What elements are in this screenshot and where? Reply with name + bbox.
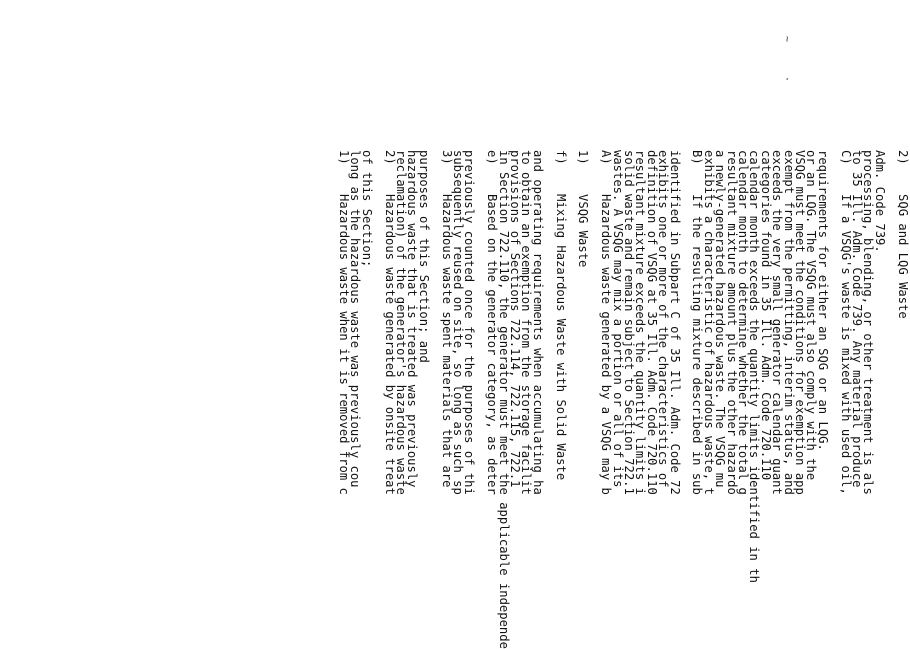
text-line: 3) Hazardous waste spent materials that are [439, 150, 454, 488]
text-line: VSQG must meet the conditions for exemption app [793, 150, 807, 495]
edge-mark: ~ [781, 36, 792, 43]
text-line: reclamation) of the generator's hazardous waste [394, 150, 408, 495]
text-line: requirements for either an SQG or an LQG. [815, 150, 830, 451]
text-line: to obtain an exemption from the storage facilit [519, 150, 534, 495]
text-line: or an LQG. The VSQG must also comply with the [804, 150, 819, 481]
text-line: e) Based on the generator category, as deter [485, 150, 500, 495]
text-line: calendar month to determine whether the total g [736, 150, 750, 495]
text-line: exhibits one or more of the characteristics of [656, 150, 671, 488]
text-line: provisions of Sections 722.114, 722.115, 722.1 [508, 150, 522, 488]
text-line: purposes of this Section; and [416, 150, 431, 363]
text-line: A) Hazardous waste generated by a VSQG may b [599, 150, 614, 495]
text-line: processing, blending, or other treatment is als [861, 150, 876, 495]
text-line: a newly-generated hazardous waste. The VSQG mu [713, 150, 728, 488]
text-line: f) Mixing Hazardous Waste with Solid Waste [553, 150, 568, 481]
text-line: categories found in 35 Ill. Adm. Code 720.110 [758, 150, 773, 481]
text-line: B) If the resulting mixture described in sub [690, 150, 705, 495]
edge-mark: · [781, 76, 792, 83]
text-line: of this Section; [359, 150, 374, 268]
text-line: previously counted once for the purposes of thi [462, 150, 477, 495]
text-line: solid waste and remain subject to Section 722.1 [622, 150, 636, 495]
text-line: wastes. A VSQG may mix a portion or all of its [610, 150, 625, 488]
text-line: Adm. Code 739. [872, 150, 887, 253]
text-line: 2) Hazardous waste generated by onsite treat [382, 150, 397, 495]
text-line: exhibits a characteristic of hazardous waste, t [701, 150, 716, 495]
text-line: exceeds the very small generator calendar quant [770, 150, 785, 495]
text-line: exempt from the permitting, interim status, and [781, 150, 796, 495]
text-line: in Section 722.110, the generator must meet the applicable independe [496, 150, 511, 649]
text-line: and operating requirements when accumulating ha [530, 150, 545, 495]
text-line: calendar month exceeds the quantity limits identified in th [747, 150, 762, 583]
text-line: hazardous waste that is treated was previously [405, 150, 420, 488]
text-line: resultant mixture exceeds the quantity limits i [633, 150, 648, 495]
text-line: identified in Subpart C of 35 Ill. Adm. Code 72 [667, 150, 682, 495]
text-line: definition of VSQG at 35 Ill. Adm. Code 720.110 [644, 150, 659, 495]
text-line: resultant mixture amount plus the other hazardo [724, 150, 739, 495]
text-line: 1) VSQG Waste [576, 150, 591, 268]
text-line: subsequently reused on site, so long as such sp [451, 150, 465, 495]
text-line: long as the hazardous waste was previously cou [348, 150, 363, 488]
text-line: 2) SQG and LQG Waste [895, 150, 910, 319]
text-line: C) If a VSQG's waste is mixed with used oil, [838, 150, 853, 495]
text-line: 1) Hazardous waste when it is removed from c [337, 150, 351, 495]
text-line: to 35 Ill. Adm. Code 739. Any material produce [850, 150, 864, 488]
